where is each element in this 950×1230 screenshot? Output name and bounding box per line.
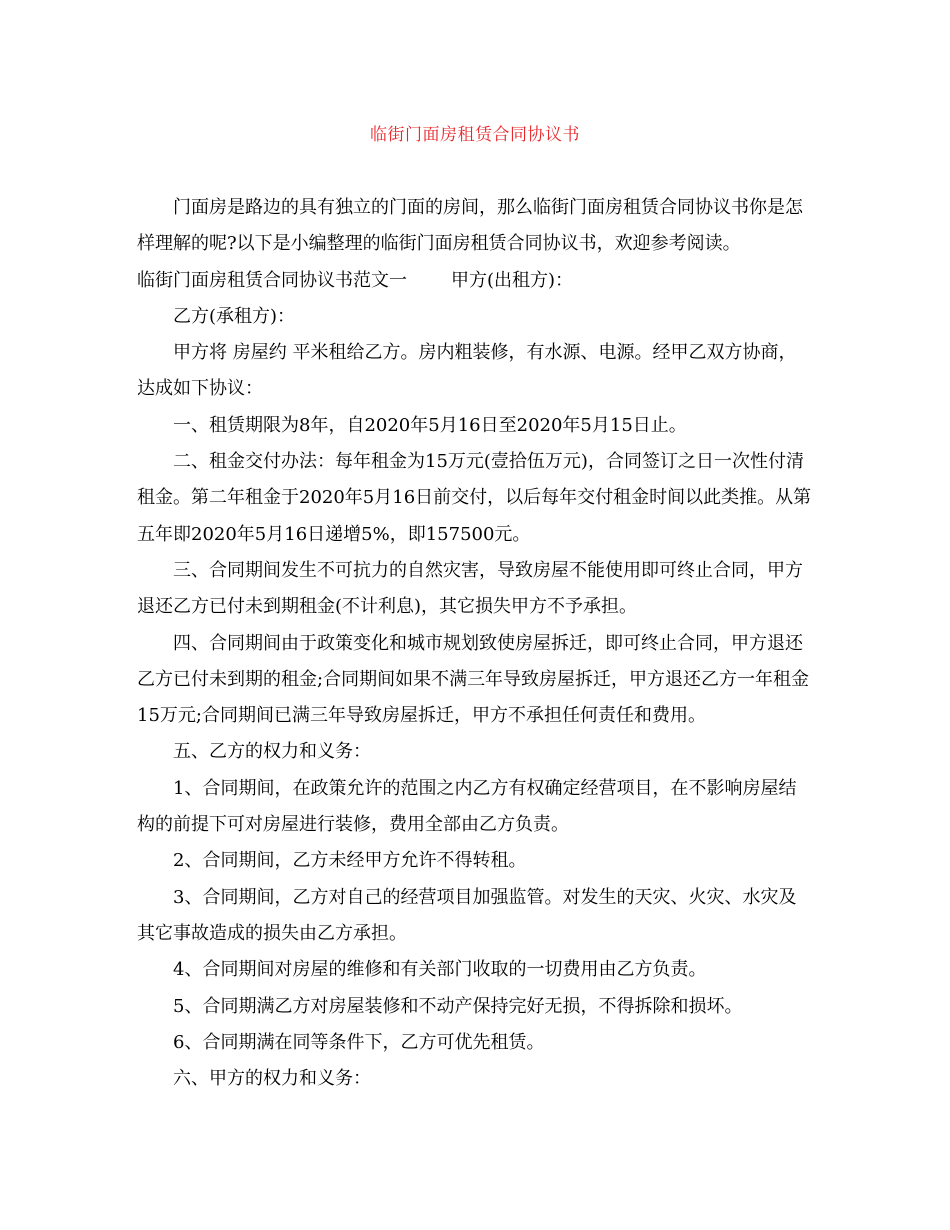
paragraph: 三、合同期间发生不可抗力的自然灾害，导致房屋不能使用即可终止合同，甲方退还乙方已付未到期租金(不计利息)，其它损失甲方不予承担。 — [137, 559, 803, 618]
party-b-label: 乙方(承租方)： — [173, 305, 296, 327]
section-heading: 六、甲方的权力和义务： — [173, 1068, 371, 1090]
paragraph: 甲方将 房屋约 平米租给乙方。房内粗装修，有水源、电源。经甲乙双方协商，达成如下协议： — [137, 342, 797, 400]
paragraph: 3、合同期间，乙方对自己的经营项目加强监管。对发生的天灾、火灾、水灾及其它事故造成的损失由乙方承担。 — [137, 886, 797, 944]
sample-heading: 临街门面房租赁合同协议书范文一 — [137, 269, 407, 291]
paragraph: 6、合同期满在同等条件下，乙方可优先租赁。 — [173, 1031, 545, 1053]
paragraph: 5、合同期满乙方对房屋装修和不动产保持完好无损，不得拆除和损坏。 — [173, 995, 743, 1017]
paragraph: 1、合同期间，在政策允许的范围之内乙方有权确定经营项目，在不影响房屋结构的前提下可对房屋进行装修，费用全部由乙方负责。 — [137, 777, 797, 836]
sample-heading-line — [137, 263, 813, 299]
party-a-label: 甲方(出租方)： — [451, 269, 574, 291]
document-title: 临街门面房租赁合同协议书 — [370, 125, 580, 145]
paragraph: 4、合同期间对房屋的维修和有关部门收取的一切费用由乙方负责。 — [173, 959, 707, 981]
paragraph: 四、合同期间由于政策变化和城市规划致使房屋拆迁，即可终止合同，甲方退还乙方已付未到期的租金;合同期间如果不满三年导致房屋拆迁，甲方退还乙方一年租金15万元;合同期间已满三年导致房屋拆迁，甲方不承担任何责任和费用。 — [137, 632, 810, 727]
intro-paragraph: 门面房是路边的具有独立的门面的房间，那么临街门面房租赁合同协议书你是怎样理解的呢?以下是小编整理的临街门面房租赁合同协议书，欢迎参考阅读。 — [137, 197, 803, 255]
paragraph: 2、合同期间，乙方未经甲方允许不得转租。 — [173, 850, 527, 872]
paragraph: 二、租金交付办法：每年租金为15万元(壹拾伍万元)，合同签订之日一次性付清租金。第二年租金于2020年5月16日前交付，以后每年交付租金时间以此类推。从第五年即2020年5月16日递增5%，即157500元。 — [137, 451, 812, 545]
section-heading: 五、乙方的权力和义务： — [173, 741, 371, 763]
paragraph: 一、租赁期限为8年，自2020年5月16日至2020年5月15日止。 — [173, 414, 687, 436]
document-body — [137, 190, 813, 1097]
